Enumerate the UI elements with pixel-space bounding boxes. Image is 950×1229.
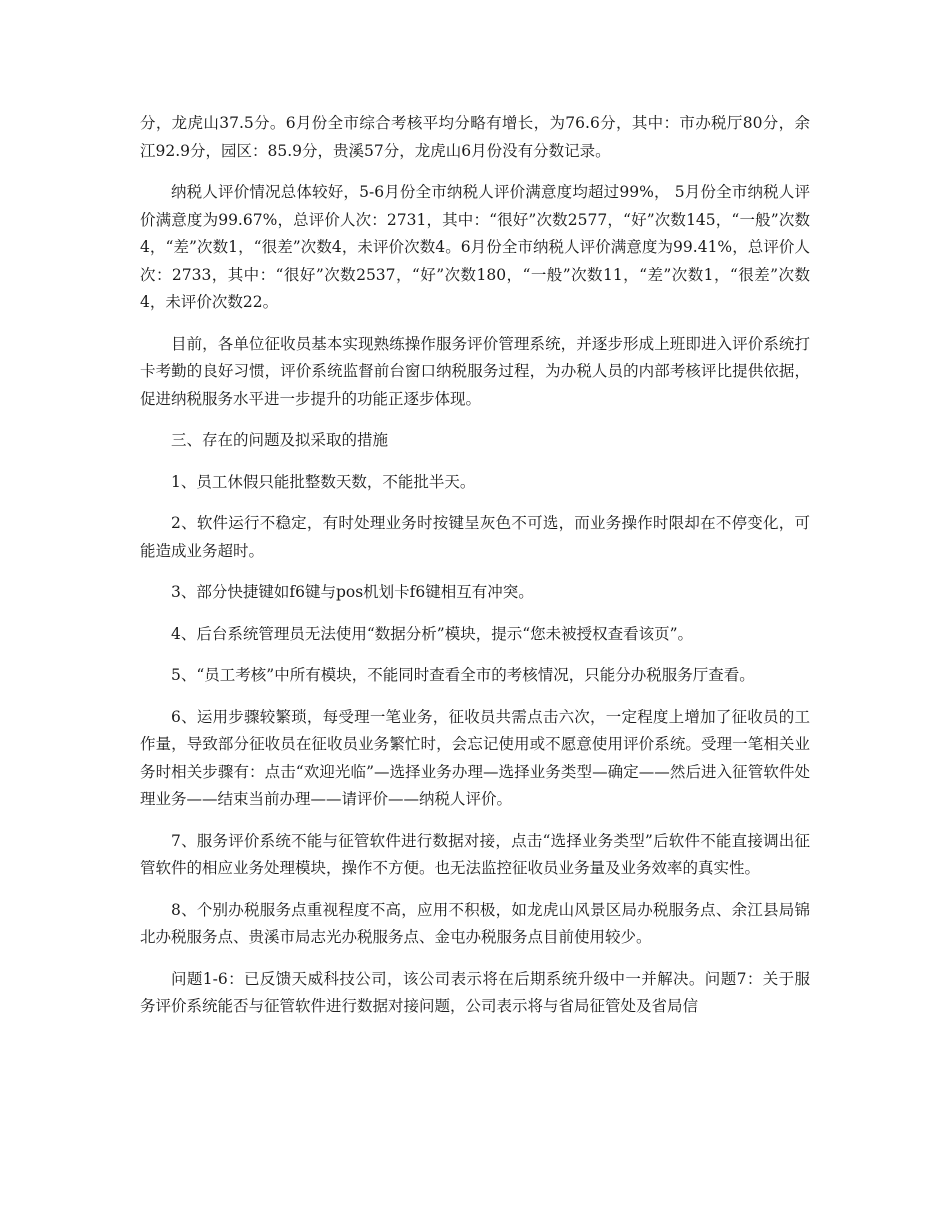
problem-item-7: 7、服务评价系统不能与征管软件进行数据对接，点击“选择业务类型”后软件不能直接调出征管软件的相应业务处理模块，操作不方便。也无法监控征收员业务量及业务效率的真实性。: [140, 831, 810, 877]
problem-item-4: 4、后台系统管理员无法使用“数据分析”模块，提示“您未被授权查看该页”。: [171, 624, 694, 643]
problem-item-8: 8、个别办税服务点重视程度不高，应用不积极，如龙虎山风景区局办税服务点、余江县局锦北办税服务点、贵溪市局志光办税服务点、金屯办税服务点目前使用较少。: [140, 900, 810, 946]
problem-item-1: 1、员工休假只能批整数天数，不能批半天。: [171, 472, 476, 491]
paragraph-taxpayer-evaluation: 纳税人评价情况总体较好，5-6月份全市纳税人评价满意度均超过99%， 5月份全市纳税人评价满意度为99.67%，总评价人次：2731，其中：“很好”次数2577，“好”次数145，“一般”次数4，“差”次数1，“很差”次数4，未评价次数4。6月份全市纳税人评价满意度为99.41%，总评价人次：2733，其中：“很好”次数2537，“好”次数180，“一般”次数11，“差”次数1，“很差”次数4，未评价次数22。: [140, 183, 810, 311]
problem-item-3: 3、部分快捷键如f6键与pos机划卡f6键相互有冲突。: [171, 583, 534, 601]
paragraph-continuation: 分，龙虎山37.5分。6月份全市综合考核平均分略有增长，为76.6分，其中：市办税厅80分，余江92.9分，园区：85.9分，贵溪57分，龙虎山6月份没有分数记录。: [140, 114, 810, 160]
section-heading-problems: 三、存在的问题及拟采取的措施: [171, 431, 389, 449]
paragraph-response: 问题1-6：已反馈天威科技公司，该公司表示将在后期系统升级中一并解决。问题7：关于服务评价系统能否与征管软件进行数据对接问题，公司表示将与省局征管处及省局信: [140, 969, 810, 1015]
paragraph-current-status: 目前，各单位征收员基本实现熟练操作服务评价管理系统，并逐步形成上班即进入评价系统打卡考勤的良好习惯，评价系统监督前台窗口纳税服务过程，为办税人员的内部考核评比提供依据，促进纳税服务水平进一步提升的功能正逐步体现。: [140, 334, 810, 408]
problem-item-2: 2、软件运行不稳定，有时处理业务时按键呈灰色不可选，而业务操作时限却在不停变化，可能造成业务超时。: [140, 514, 810, 560]
document-page: [140, 110, 810, 1035]
problem-item-6: 6、运用步骤较繁琐，每受理一笔业务，征收员共需点击六次，一定程度上增加了征收员的工作量，导致部分征收员在征收员业务繁忙时，会忘记使用或不愿意使用评价系统。受理一笔相关业务时相关步骤有：点击“欢迎光临”—选择业务办理—选择业务类型—确定——然后进入征管软件处理业务——结束当前办理——请评价——纳税人评价。: [140, 707, 810, 808]
problem-item-5: 5、“员工考核”中所有模块，不能同时查看全市的考核情况，只能分办税服务厅查看。: [171, 666, 755, 684]
